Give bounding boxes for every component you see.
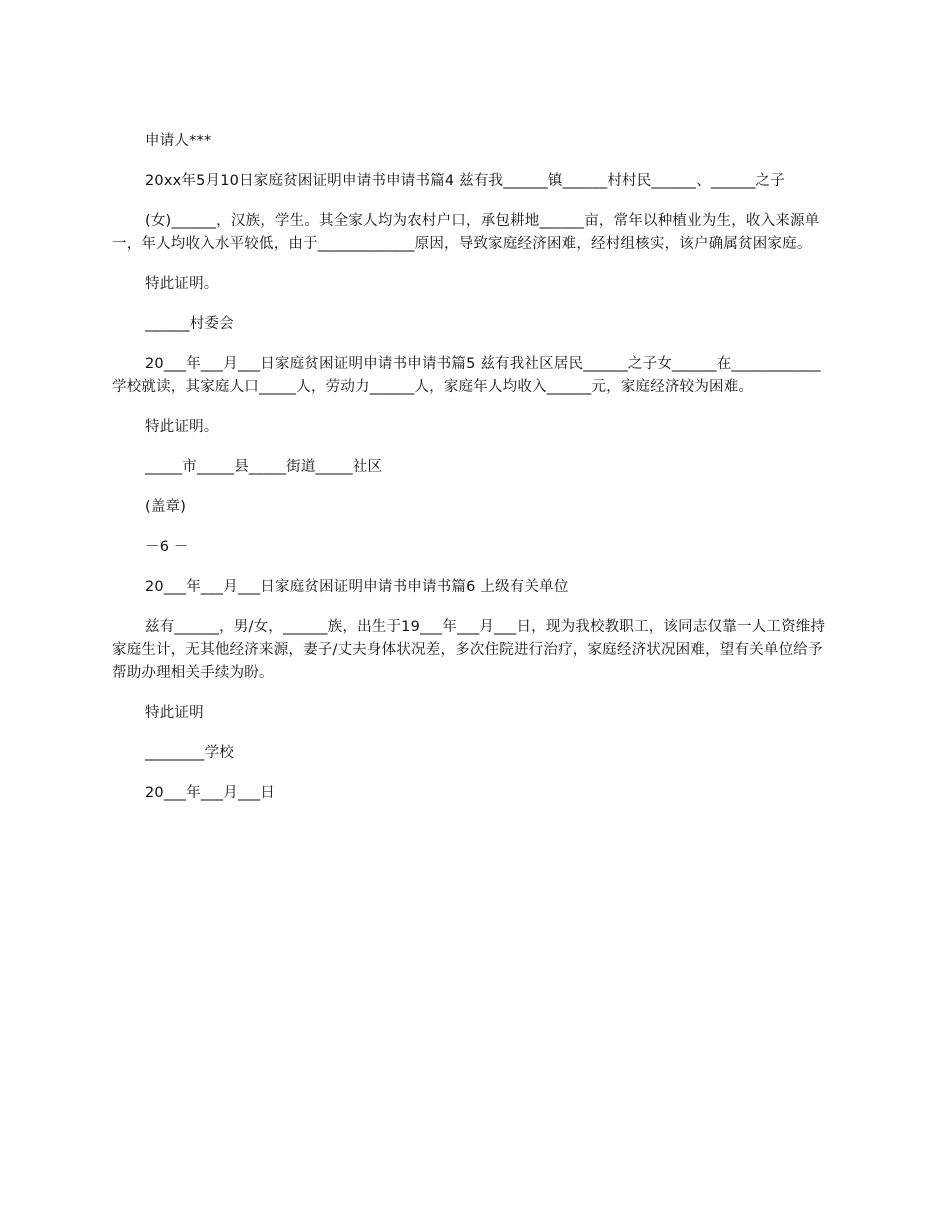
certify-line: 特此证明。 xyxy=(145,276,219,292)
certify-line: 特此证明 xyxy=(145,705,204,721)
part6-body-paragraph: 兹有______，男/女，______族，出生于19___年___月___日，现为我校教职工，该同志仅靠一人工资维持家庭生计，无其他经济来源，妻子/丈夫身体状况差，多次住院进行治疗，家庭经济状况困难，望有关单位给予帮助办理相关手续为盼。 xyxy=(112,619,826,681)
part4-body-paragraph: (女)______，汉族，学生。其全家人均为农村户口，承包耕地______亩，常年以种植业为生，收入来源单一，年人均收入水平较低，由于_____________原因，导致家庭经济困难，经村组核实，该户确属贫困家庭。 xyxy=(112,213,820,252)
applicant-line: 申请人*** xyxy=(145,133,212,149)
date-line: 20___年___月___日 xyxy=(145,785,276,801)
page-number: －6 － xyxy=(145,539,189,555)
village-committee-line: ______村委会 xyxy=(145,316,234,332)
school-signature-line: ________学校 xyxy=(145,745,234,761)
document-page xyxy=(112,130,832,822)
community-address-line: _____市_____县_____街道_____社区 xyxy=(145,459,383,475)
seal-note: (盖章) xyxy=(145,499,187,515)
certify-line: 特此证明。 xyxy=(145,419,219,435)
part4-heading-paragraph: 20xx年5月10日家庭贫困证明申请书申请书篇4 兹有我______镇______村村民______、______之子 xyxy=(145,173,785,189)
part6-heading-paragraph: 20___年___月___日家庭贫困证明申请书申请书篇6 上级有关单位 xyxy=(145,579,569,595)
part5-paragraph: 20___年___月___日家庭贫困证明申请书申请书篇5 兹有我社区居民______之子女______在____________学校就读，其家庭人口_____人，劳动力______人，家庭年人均收入______元，家庭经济较为困难。 xyxy=(112,356,821,395)
